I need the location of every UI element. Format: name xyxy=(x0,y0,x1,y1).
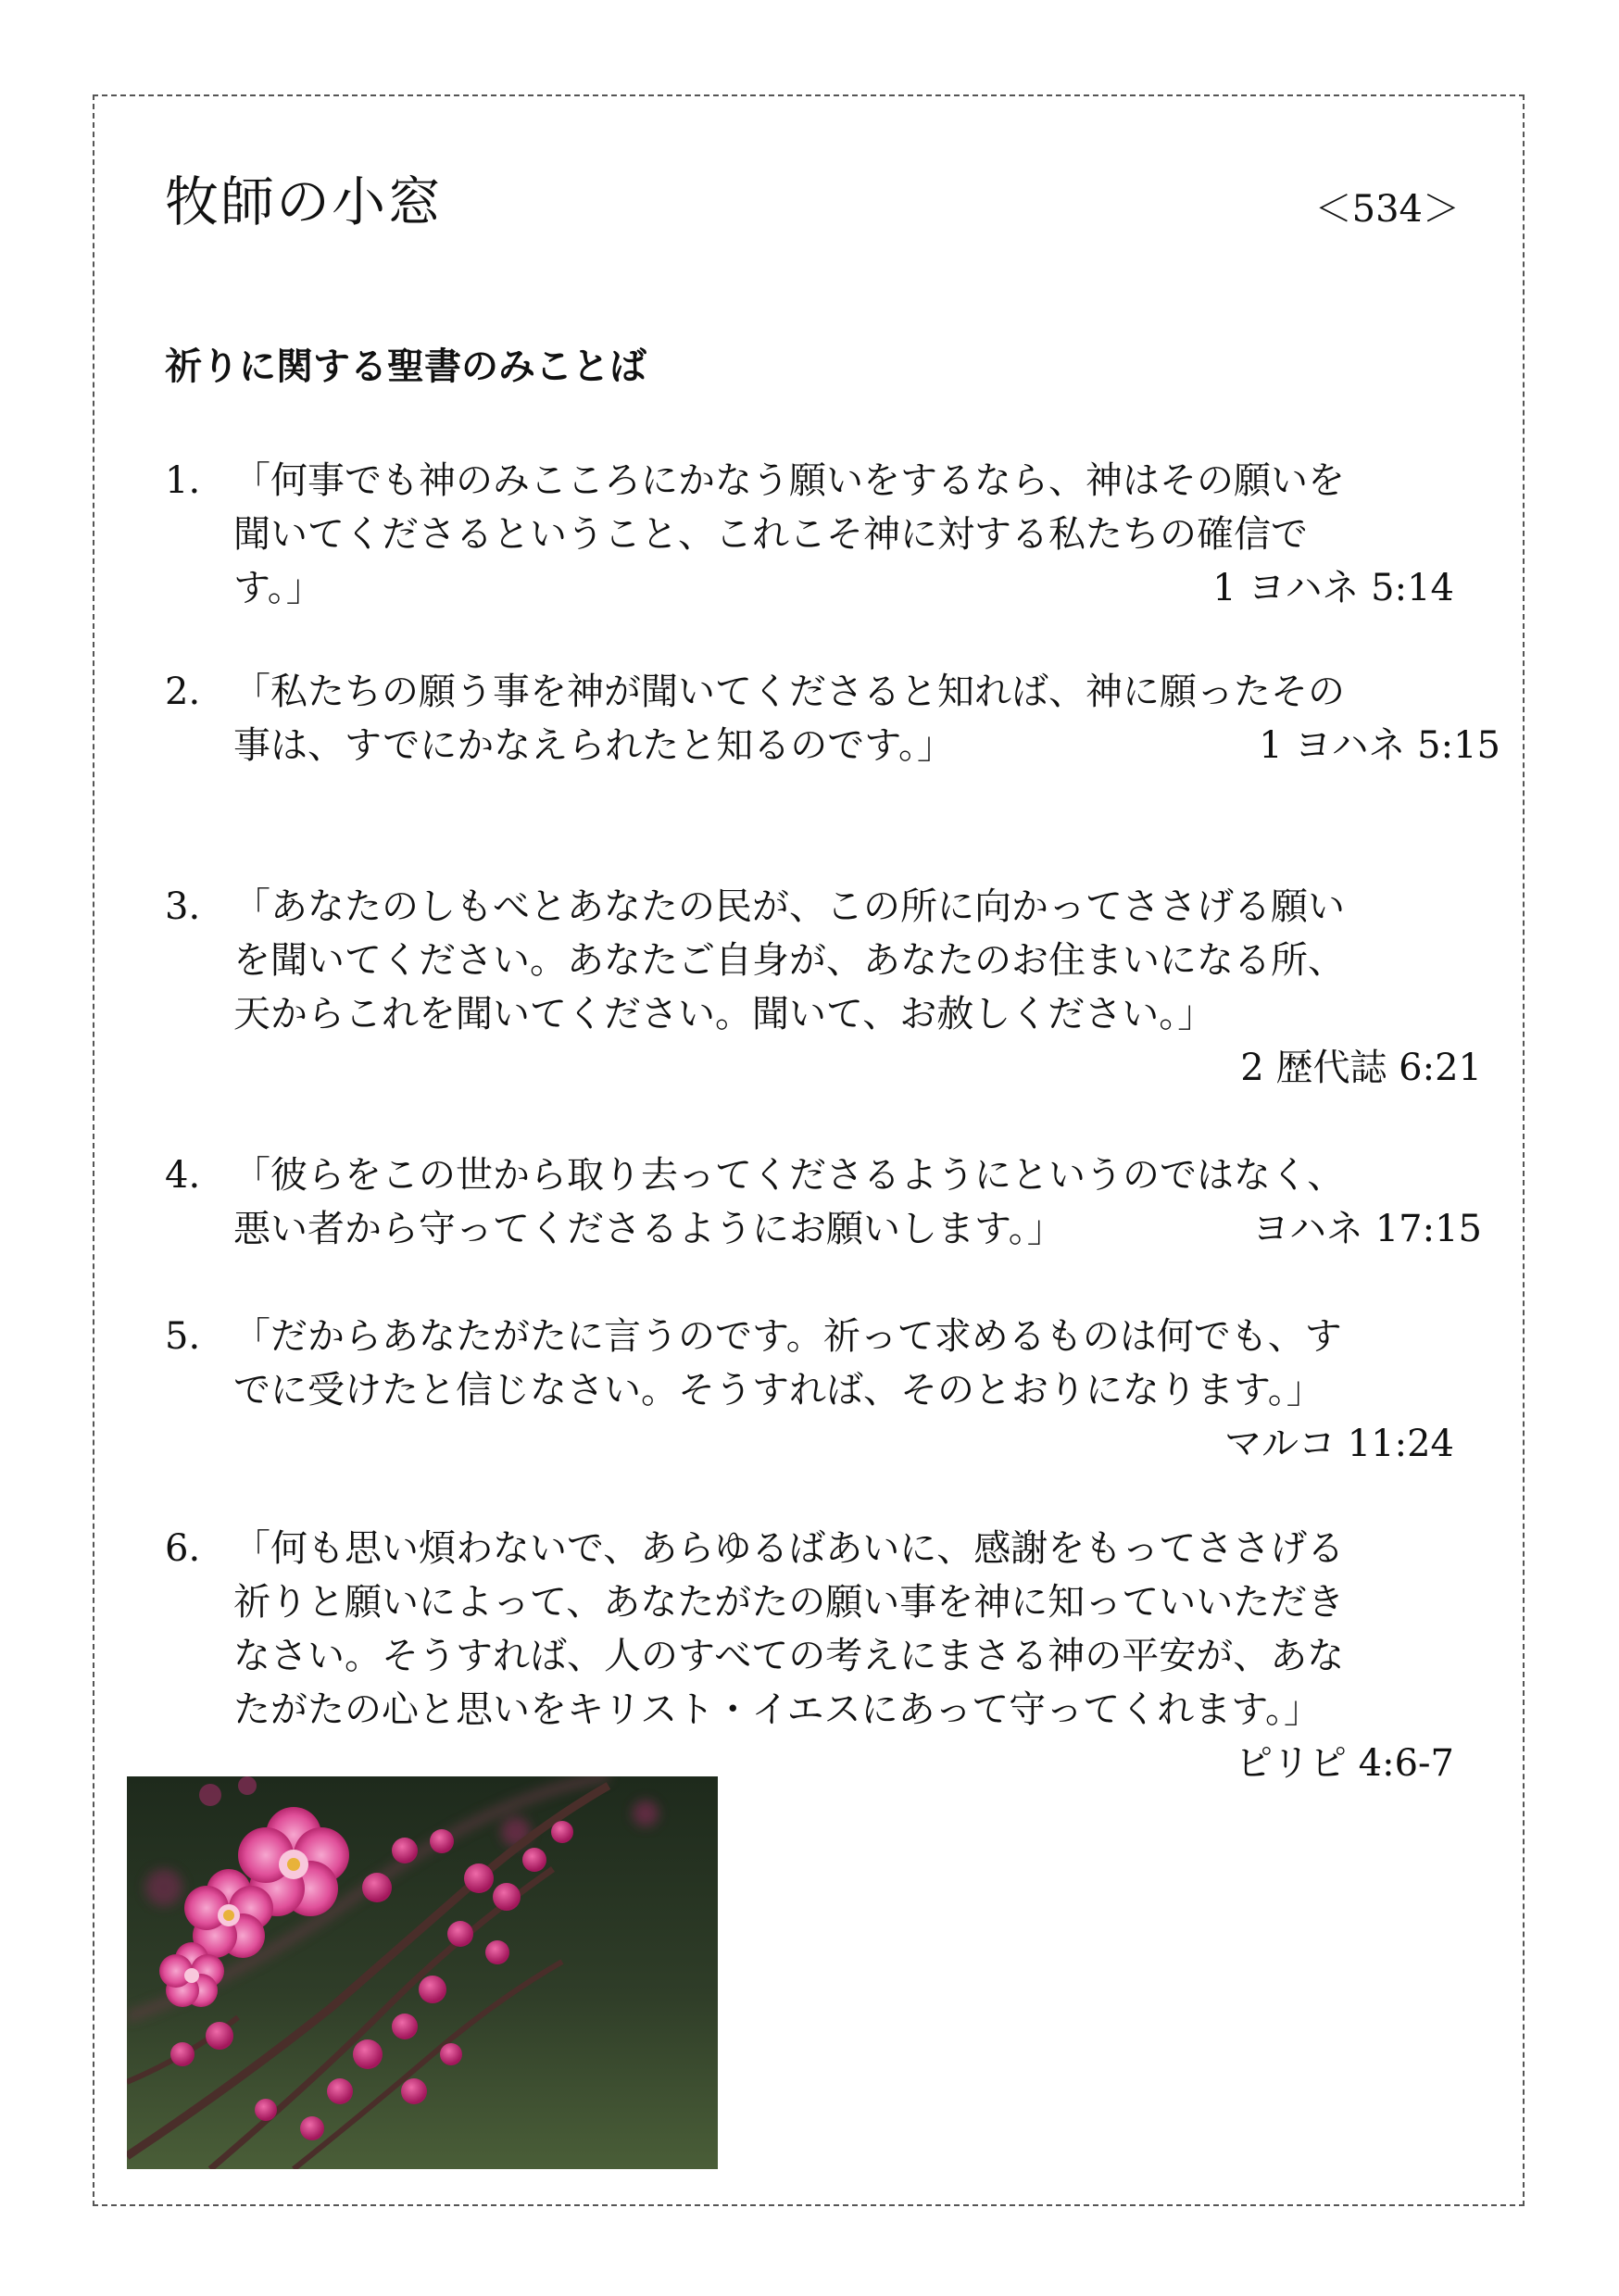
verse-line: 「何も思い煩わないで、あらゆるばあいに、感謝をもってささげる xyxy=(233,1527,1345,1570)
verse-text xyxy=(233,1522,1519,1790)
verse-reference: 1 ヨハネ 5:14 xyxy=(1212,567,1454,609)
verse-text xyxy=(233,880,1519,1095)
verse-item xyxy=(165,454,1519,615)
verse-line: を聞いてください。あなたご自身が、あなたのお住まいになる所、 xyxy=(233,939,1345,982)
verse-line: 天からこれを聞いてください。聞いて、お赦しください。」 xyxy=(233,993,1215,1035)
plum-blossom-photo xyxy=(127,1776,718,2169)
verse-line: 「あなたのしもべとあなたの民が、この所に向かってささげる願い xyxy=(233,885,1345,928)
verse-line: でに受けたと信じなさい。そうすれば、そのとおりになります。」 xyxy=(233,1369,1324,1411)
verse-line: 祈りと願いによって、あなたがたの願い事を神に知っていいただき xyxy=(233,1581,1345,1624)
verse-line: す。」 xyxy=(233,567,323,609)
issue-number: ＜534＞ xyxy=(1314,188,1460,231)
verse-item xyxy=(165,880,1519,1095)
verse-reference: 2 歴代誌 6:21 xyxy=(1240,1047,1482,1089)
verse-number: 4. xyxy=(165,1154,201,1197)
plum-blossom-illustration xyxy=(127,1776,718,2169)
verse-number: 2. xyxy=(165,671,201,713)
verse-number: 1. xyxy=(165,459,201,502)
verse-number: 3. xyxy=(165,885,201,928)
verse-reference: ピリピ 4:6-7 xyxy=(1235,1742,1454,1785)
verse-text xyxy=(233,1148,1519,1256)
verse-reference: 1 ヨハネ 5:15 xyxy=(1259,724,1500,767)
page-title: 牧師の小窓 xyxy=(165,170,444,233)
verse-reference: ヨハネ 17:15 xyxy=(1252,1208,1482,1250)
verse-text xyxy=(233,665,1519,772)
verse-line: 「私たちの願う事を神が聞いてくださると知れば、神に願ったその xyxy=(233,671,1345,713)
verse-line: たがたの心と思いをキリスト・イエスにあって守ってくれます。」 xyxy=(233,1688,1321,1731)
verse-text xyxy=(233,454,1519,615)
verse-line: 聞いてくださるということ、これこそ神に対する私たちの確信で xyxy=(233,513,1308,556)
verse-reference: マルコ 11:24 xyxy=(1224,1423,1454,1465)
verse-line: 悪い者から守ってくださるようにお願いします。」 xyxy=(233,1208,1064,1250)
verse-line: 「だからあなたがたに言うのです。祈って求めるものは何でも、す xyxy=(233,1315,1342,1358)
verse-item xyxy=(165,1148,1519,1256)
verse-line: 事は、すでにかなえられたと知るのです。」 xyxy=(233,724,954,767)
verse-number: 6. xyxy=(165,1527,201,1570)
verse-line: なさい。そうすれば、人のすべての考えにまさる神の平安が、あな xyxy=(233,1635,1345,1677)
verse-number: 5. xyxy=(165,1315,201,1358)
verse-item xyxy=(165,1522,1519,1790)
verse-item xyxy=(165,1310,1519,1471)
verse-item xyxy=(165,665,1519,772)
verse-line: 「彼らをこの世から取り去ってくださるようにというのではなく、 xyxy=(233,1154,1345,1197)
section-subtitle: 祈りに関する聖書のみことば xyxy=(165,345,646,388)
verse-line: 「何事でも神のみこころにかなう願いをするなら、神はその願いを xyxy=(233,459,1345,502)
verse-text xyxy=(233,1310,1519,1471)
